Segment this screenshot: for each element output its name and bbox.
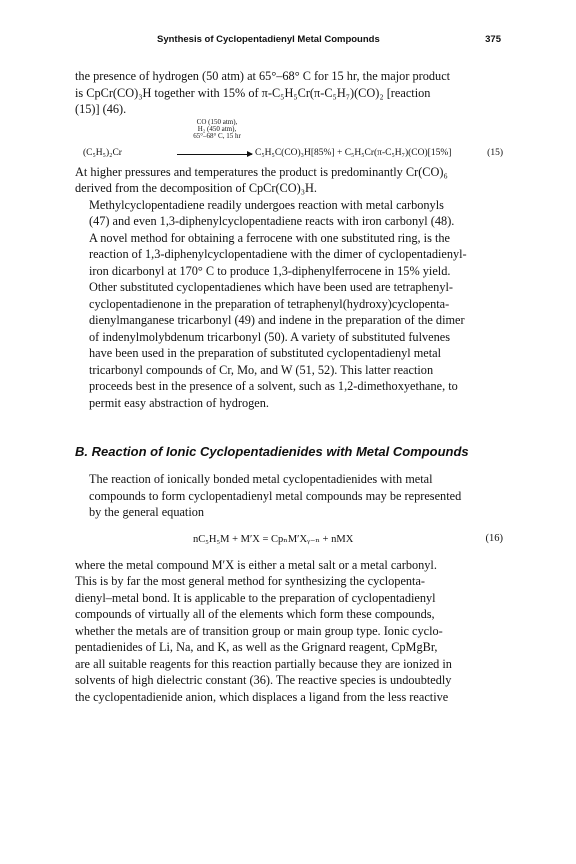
equation-15-number: (15) <box>487 147 503 158</box>
p3-line-12: proceeds best in the presence of a solvent, such as 1,2-dimethoxyethane, to <box>89 379 458 393</box>
p3-line-8: dienylmanganese tricarbonyl (49) and indene in the preparation of the dimer <box>89 313 465 327</box>
eq15-cond-temp: 65°–68° C, 15 hr <box>193 131 241 140</box>
p5-line-9: the cyclopentadienide anion, which displaces a ligand from the less reactive <box>75 689 449 704</box>
p1-line-3: (15)] (46). <box>75 102 127 116</box>
p3-line-2: (47) and even 1,3-diphenylcyclopentadiene reacts with iron carbonyl (48). <box>89 214 455 228</box>
running-header <box>75 34 501 48</box>
equation-15-products: C₅H₅C(CO)₃H[85%] + C₅H₅Cr(π-C₅H₇)(CO)[15%] <box>255 147 452 158</box>
p5-line-6: pentadienides of Li, Na, and K, as well as the Grignard reagent, CpMgBr, <box>75 640 438 654</box>
p3-line-10: have been used in the preparation of substituted cyclopentadienyl metal <box>89 346 442 360</box>
p2-line-1: At higher pressures and temperatures the product is predominantly Cr(CO)₆ <box>75 164 448 179</box>
eq15-cond-co: CO (150 atm), <box>196 117 238 126</box>
equation-16-expression: nC₅H₅M + M′X = CpₙM′Xᵧ₋ₙ + nMX <box>193 533 354 545</box>
equation-16-number: (16) <box>485 532 503 544</box>
equation-16 <box>75 531 503 549</box>
equation-15 <box>75 119 503 161</box>
paragraph-5 <box>75 557 503 706</box>
p3-line-1: Methylcyclopentadiene readily undergoes reaction with metal carbonyls <box>89 197 444 212</box>
paragraph-2 <box>75 164 503 197</box>
equation-15-conditions <box>187 119 247 140</box>
p5-line-3: dienyl–metal bond. It is applicable to the preparation of cyclopentadienyl <box>75 590 436 605</box>
paragraph-4 <box>75 471 503 521</box>
p5-line-5: whether the metals are of transition group or main group type. Ionic cyclo- <box>75 623 443 638</box>
paragraph-1 <box>75 68 503 118</box>
p5-line-8: solvents of high dielectric constant (36). The reactive species is undoubtedly <box>75 673 452 687</box>
p5-line-2: This is by far the most general method for synthesizing the cyclopenta- <box>75 574 426 588</box>
section-heading: B. Reaction of Ionic Cyclopentadienides with Metal Compounds <box>75 444 469 459</box>
page-body <box>75 68 503 705</box>
p3-line-11: tricarbonyl compounds of Cr, Mo, and W (51, 52). This latter reaction <box>89 362 434 377</box>
p5-line-4: compounds of virtually all of the elements which form these compounds, <box>75 607 435 621</box>
p3-line-6: Other substituted cyclopentadienes which have been used are tetraphenyl- <box>89 280 453 294</box>
running-head-title: Synthesis of Cyclopentadienyl Metal Compounds <box>157 34 380 45</box>
p2-line-2: derived from the decomposition of CpCr(CO)₃H. <box>75 181 317 195</box>
equation-15-reactant: (C₅H₅)₂Cr <box>83 147 122 158</box>
p4-line-2: compounds to form cyclopentadienyl metal compounds may be represented <box>89 488 462 503</box>
p3-line-9: of indenylmolybdenum tricarbonyl (50). A variety of substituted fulvenes <box>89 329 450 344</box>
p3-line-3: A novel method for obtaining a ferrocene with one substituted ring, is the <box>89 230 450 245</box>
p1-line-2: is CpCr(CO)₃H together with 15% of π-C₅H₅Cr(π-C₅H₇)(CO)₂ [reaction <box>75 85 431 100</box>
p3-line-4: reaction of 1,3-diphenylcyclopentadiene with the dimer of cyclopentadienyl- <box>89 247 467 261</box>
eq15-cond-h2: H₂ (450 atm), <box>197 124 237 133</box>
p5-line-7: are all suitable reagents for this reaction partially because they are ionized in <box>75 656 452 671</box>
p1-line-1: the presence of hydrogen (50 atm) at 65°–68° C for 15 hr, the major product <box>75 69 451 83</box>
paragraph-3 <box>75 197 503 412</box>
page-number: 375 <box>485 34 501 45</box>
p4-line-1: The reaction of ionically bonded metal cyclopentadienides with metal <box>89 472 433 486</box>
reaction-arrow-icon <box>177 154 252 155</box>
p3-line-5: iron dicarbonyl at 170° C to produce 1,3-diphenylferrocene in 15% yield. <box>89 263 451 278</box>
p4-line-3: by the general equation <box>89 505 205 519</box>
p3-line-7: cyclopentadienone in the preparation of tetraphenyl(hydroxy)cyclopenta- <box>89 296 450 311</box>
p3-line-13: permit easy abstraction of hydrogen. <box>89 395 269 410</box>
p5-line-1: where the metal compound M′X is either a metal salt or a metal carbonyl. <box>75 557 437 572</box>
